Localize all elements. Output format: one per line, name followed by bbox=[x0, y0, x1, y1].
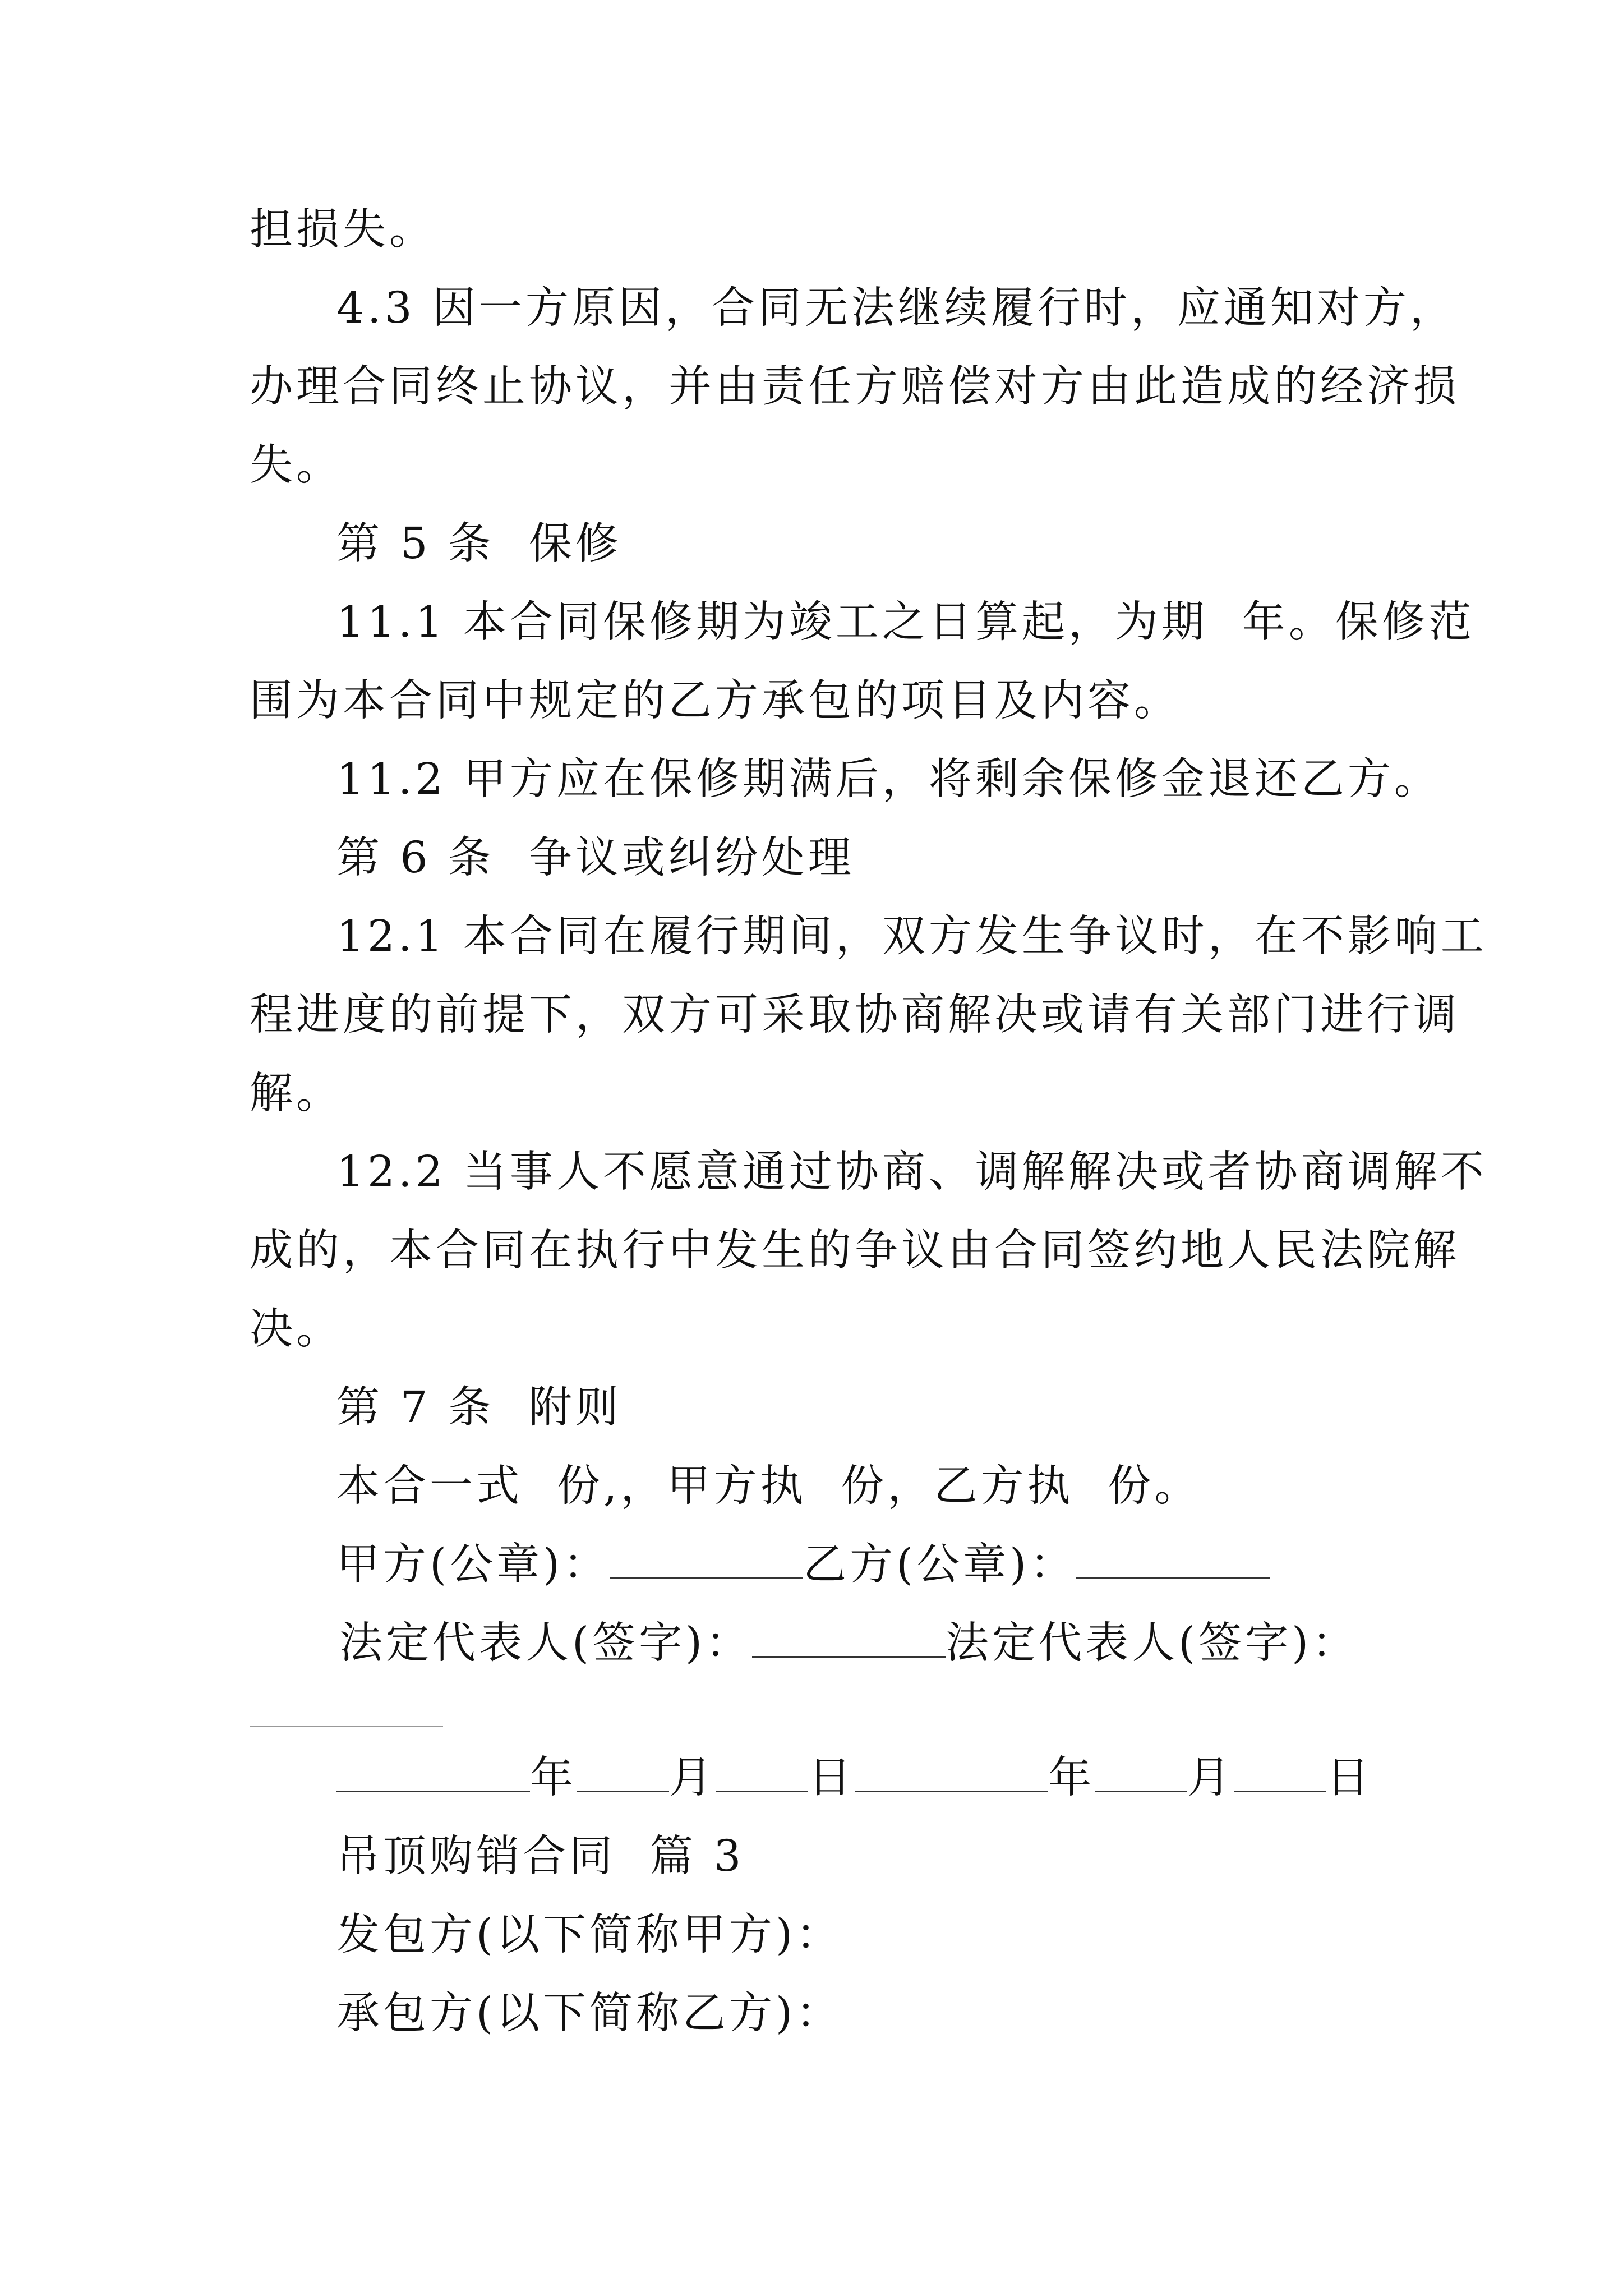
clause-12-2: 12.2 当事人不愿意通过协商、调解解决或者协商调解不 bbox=[336, 1147, 1487, 1197]
date-b-year-label: 年 bbox=[1048, 1753, 1095, 1803]
subcontractor-line: 承包方(以下简称乙方)： bbox=[336, 1989, 843, 2039]
legal-rep-line bbox=[339, 1616, 1358, 1672]
text-line: 程进度的前提下，双方可采取协商解决或请有关部门进行调 bbox=[250, 990, 1460, 1040]
date-a-year-label: 年 bbox=[530, 1753, 577, 1803]
legal-rep-b-blank[interactable] bbox=[250, 1726, 443, 1727]
text-line: 成的，本合同在执行中发生的争议由合同签约地人民法院解 bbox=[250, 1226, 1460, 1276]
text-line: 失。 bbox=[250, 440, 343, 490]
date-a-day-blank[interactable] bbox=[716, 1750, 808, 1792]
date-b-month-blank[interactable] bbox=[1095, 1750, 1187, 1792]
section-heading-7: 第 7 条 附则 bbox=[336, 1383, 622, 1433]
section-heading-6: 第 6 条 争议或纠纷处理 bbox=[336, 833, 855, 883]
date-a-month-blank[interactable] bbox=[577, 1750, 669, 1792]
text-line: 围为本合同中规定的乙方承包的项目及内容。 bbox=[250, 676, 1181, 726]
contractor-line: 发包方(以下简称甲方)： bbox=[336, 1910, 843, 1960]
clause-4-3: 4.3 因一方原因，合同无法继续履行时，应通知对方， bbox=[336, 283, 1456, 333]
date-a-year-blank[interactable] bbox=[336, 1750, 530, 1792]
text-line: 担损失。 bbox=[250, 205, 436, 255]
text-line: 办理合同终止协议，并由责任方赔偿对方由此造成的经济损 bbox=[250, 362, 1460, 412]
date-a-month-label: 月 bbox=[669, 1753, 716, 1803]
party-b-seal-label: 乙方(公章)： bbox=[803, 1540, 1077, 1590]
party-a-seal-blank[interactable] bbox=[610, 1537, 803, 1579]
legal-rep-a-blank[interactable] bbox=[752, 1616, 946, 1658]
section-heading-5: 第 5 条 保修 bbox=[336, 519, 622, 569]
date-b-year-blank[interactable] bbox=[855, 1750, 1048, 1792]
text-line: 解。 bbox=[250, 1069, 343, 1119]
legal-rep-b-label: 法定代表人(签字)： bbox=[946, 1618, 1359, 1668]
seal-line bbox=[336, 1537, 1270, 1593]
date-b-day-blank[interactable] bbox=[1234, 1750, 1326, 1792]
clause-11-2: 11.2 甲方应在保修期满后，将剩余保修金退还乙方。 bbox=[336, 754, 1441, 804]
date-a-day-label: 日 bbox=[808, 1753, 855, 1803]
text-line: 决。 bbox=[250, 1304, 343, 1354]
copies-line: 本合一式 份,，甲方执 份，乙方执 份。 bbox=[336, 1461, 1201, 1511]
party-a-seal-label: 甲方(公章)： bbox=[336, 1540, 610, 1590]
date-line bbox=[336, 1750, 1373, 1806]
legal-rep-a-label: 法定代表人(签字)： bbox=[339, 1618, 753, 1668]
clause-11-1: 11.1 本合同保修期为竣工之日算起，为期 年。保修范 bbox=[336, 597, 1475, 647]
date-b-month-label: 月 bbox=[1187, 1753, 1234, 1803]
next-contract-title: 吊顶购销合同 篇 3 bbox=[336, 1832, 745, 1881]
clause-12-1: 12.1 本合同在履行期间，双方发生争议时，在不影响工 bbox=[336, 912, 1487, 961]
date-b-day-label: 日 bbox=[1326, 1753, 1373, 1803]
party-b-seal-blank[interactable] bbox=[1076, 1537, 1270, 1579]
